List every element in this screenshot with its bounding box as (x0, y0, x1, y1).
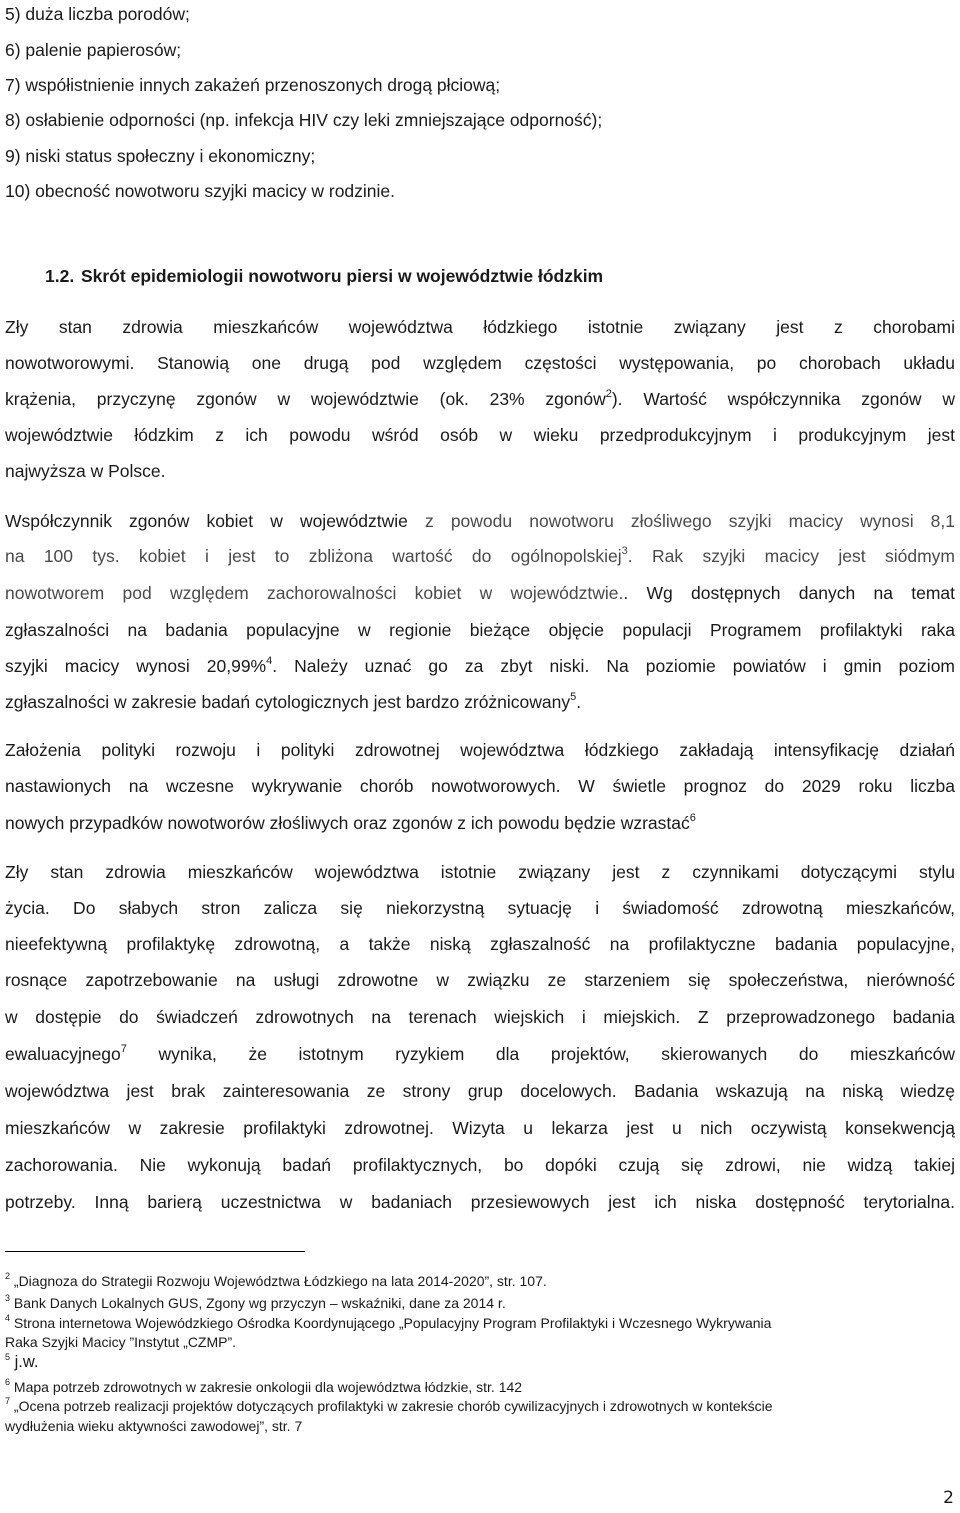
paragraph-line: nastawionych na wczesne wykrywanie chorób nowotworowych. W świetle prognoz do 2029 roku liczba (5, 776, 955, 796)
list-item: 9) niski status społeczny i ekonomiczny; (5, 146, 316, 166)
list-item: 8) osłabienie odporności (np. infekcja HIV czy leki zmniejszające odporność); (5, 110, 603, 130)
footnote: $^4$ Strona internetowa Wojewódzkiego Ośrodka Koordynującego „Populacyjny Program Profilaktyki i Wczesnego Wykrywania (5, 1313, 772, 1331)
paragraph-line: nowotworem pod względem zachorowalności kobiet w województwie.. Wg dostępnych danych na temat (5, 583, 955, 603)
footnote-ref: 3 (621, 545, 628, 558)
section-heading (45, 266, 603, 286)
paragraph-line: na 100 tys. kobiet i jest to zbliżona wartość do ogólnopolskiej$^3$. Rak szyjki macicy jest siódmym (5, 545, 955, 566)
footnote-continuation: Raka Szyjki Macicy ”Instytut „CZMP”. (5, 1334, 237, 1350)
paragraph-line: szyjki macicy wynosi 20,99%$^4$. Należy uznać go za zbyt niski. Na poziomie powiatów i gmin poziom (5, 655, 956, 676)
paragraph-line: Zły stan zdrowia mieszkańców województwa łódzkiego istotnie związany jest z chorobami (5, 317, 955, 337)
paragraph-line: Współczynnik zgonów kobiet w województwie z powodu nowotworu złośliwego szyjki macicy wynosi 8,1 (5, 511, 956, 531)
paragraph-line: rosnące zapotrzebowanie na usługi zdrowotne w związku ze starzeniem się społeczeństwa, nierówność (5, 970, 955, 990)
list-item: 6) palenie papierosów; (5, 40, 182, 60)
footnote-ref: 5 (570, 691, 577, 704)
section-number: 1.2. (45, 266, 75, 286)
paragraph-line: mieszkańców w zakresie profilaktyki zdrowotnej. Wizyta u lekarza jest u nich oczywistą konsekwencją (5, 1118, 955, 1138)
paragraph-line: w dostępie do świadczeń zdrowotnych na terenach wiejskich i miejskich. Z przeprowadzonego badania (5, 1007, 955, 1027)
paragraph-line: najwyższa w Polsce. (5, 461, 166, 481)
paragraph-line: województwie łódzkim z ich powodu wśród osób w wieku przedprodukcyjnym i produkcyjnym jest (5, 425, 955, 445)
paragraph-line: Założenia polityki rozwoju i polityki zdrowotnej województwa łódzkiego zakładają intensyfikację działań (5, 740, 955, 760)
list-item: 5) duża liczba porodów; (5, 4, 190, 24)
footnote-separator (5, 1251, 305, 1252)
footnote: $^2$ „Diagnoza do Strategii Rozwoju Województwa Łódzkiego na lata 2014-2020”, str. 107. (5, 1271, 547, 1289)
paragraph-line: potrzeby. Inną barierą uczestnictwa w badaniach przesiewowych jest ich niska dostępność terytorialna. (5, 1192, 955, 1212)
footnote-ref: 7 (120, 1043, 127, 1056)
paragraph-line: życia. Do słabych stron zalicza się niekorzystną sytuację i świadomość zdrowotną mieszkańców, (5, 898, 955, 918)
footnote-ref: 6 (689, 812, 696, 825)
footnote-continuation: wydłużenia wieku aktywności zawodowej”, str. 7 (5, 1418, 303, 1434)
footnote: $^6$ Mapa potrzeb zdrowotnych w zakresie onkologii dla województwa łódzkie, str. 142 (5, 1377, 523, 1395)
paragraph-line: nieefektywną profilaktykę zdrowotną, a także niską zgłaszalność na profilaktyczne badania populacyjne, (5, 934, 955, 954)
footnote-ref: 4 (266, 655, 273, 668)
paragraph-line: zachorowania. Nie wykonują badań profilaktycznych, bo dopóki czują się zdrowi, nie widzą takiej (5, 1155, 955, 1175)
list-item: 10) obecność nowotworu szyjki macicy w rodzinie. (5, 181, 396, 201)
paragraph-line: Zły stan zdrowia mieszkańców województwa istotnie związany jest z czynnikami dotyczącymi stylu (5, 862, 955, 882)
footnote: $^3$ Bank Danych Lokalnych GUS, Zgony wg przyczyn – wskaźniki, dane za 2014 r. (5, 1293, 506, 1311)
paragraph-line: nowych przypadków nowotworów złośliwych oraz zgonów z ich powodu będzie wzrastać$^6$ (5, 812, 696, 833)
footnote: $^5$ j.w. (5, 1351, 39, 1371)
page-number: 2 (943, 1488, 954, 1508)
paragraph-line: ewaluacyjnego$^7$ wynika, że istotnym ryzykiem dla projektów, skierowanych do mieszkańców (5, 1043, 955, 1064)
list-item: 7) współistnienie innych zakażeń przenoszonych drogą płciową; (5, 75, 501, 95)
paragraph-line: zgłaszalności w zakresie badań cytologicznych jest bardzo zróżnicowany$^5$. (5, 691, 582, 712)
paragraph-line: województwa jest brak zainteresowania ze strony grup docelowych. Badania wskazują na niską wiedzę (5, 1081, 955, 1101)
footnote-ref: 2 (605, 388, 612, 401)
paragraph-line: zgłaszalności na badania populacyjne w regionie bieżące objęcie populacji Programem profilaktyki raka (5, 620, 955, 640)
paragraph-line: nowotworowymi. Stanowią one drugą pod względem częstości występowania, po chorobach układu (5, 353, 955, 373)
footnote: $^7$ „Ocena potrzeb realizacji projektów dotyczących profilaktyki w zakresie chorób cywilizacyjnych i zdrowotnych w kontekście (5, 1396, 773, 1414)
paragraph-line: krążenia, przyczynę zgonów w województwie (ok. 23% zgonów$^2$). Wartość współczynnika zgonów w (5, 388, 955, 409)
section-title: Skrót epidemiologii nowotworu piersi w województwie łódzkim (81, 266, 604, 286)
